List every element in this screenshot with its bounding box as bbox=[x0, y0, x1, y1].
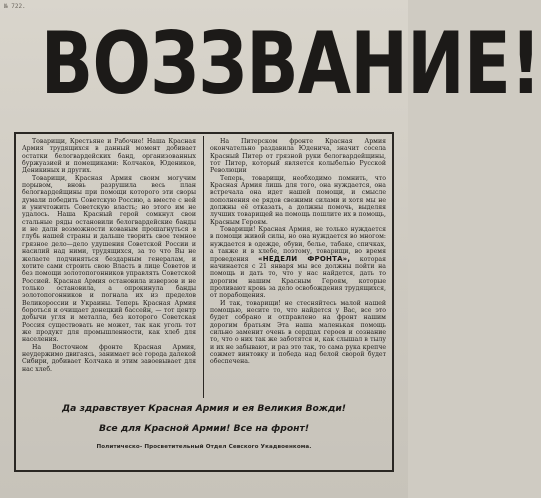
right-paragraph bbox=[210, 226, 386, 299]
issuer-footer: Политическо- Просветительный Отдел Севского Укадвоенкома. bbox=[96, 444, 312, 450]
right-paragraph-text: которая начинается с 21 января мы все должны пойти на помощь и дать то, что у нас найдется, дать то дорогим нашим Красным Героям, которые проливают кровь за дело освобождения трудящихся, от порабощения. bbox=[210, 255, 387, 300]
week-of-front-headline: «НЕДЕЛИ ФРОНТА», bbox=[258, 254, 351, 263]
left-paragraph: На Восточном фронте Красная Армия, неудержимо двигаясь, занимает все города далекой Сибири, добивает Колчака и этим завоевывает для нас хлеб. bbox=[22, 343, 196, 373]
slogan-red-army: Да здравствует Красная Армия и ея Великия Вожди! bbox=[61, 403, 346, 414]
right-paragraph: И так, товарищи! не стесняйтесь малой нашей помощью, несите то, что найдется у Вас, все это будет собрано и отправлено на фронт нашим дорогим братьям Эта наша маленькая помощь сильно заменит очень в сердцах героев и сознание то, что о них так же заботятся и, как слышал в тылу и их не забывают, и раз это так, то сама рука крепче сожмет винтовку и победа над белой сворой будет обеспечена. bbox=[210, 299, 386, 366]
right-paragraph: Теперь, товарищи, необходимо помнить, что Красная Армия лишь для того, она нуждается, она встречала она идет нашей помощи, и смысле пополнения ее рядов свежими силами и хотя мы не должны её отказать, а должны помочь, выделяя лучших товарищей на помощь пошлите их в помощь, Красным Героям. bbox=[210, 174, 386, 226]
column-divider bbox=[203, 136, 204, 398]
poster-title: ВОЗЗВАНИЕ! bbox=[40, 14, 541, 114]
right-paragraph: На Питерском фронте Красная Армия окончательно раздавила Юденича, значит сосела Красный Питер от грязной руки белогвардейщины, тот Питер, который является колыбелью Русской Революции bbox=[210, 138, 386, 175]
left-column bbox=[22, 138, 196, 396]
slogan-all-to-front: Все для Красной Армии! Все на фронт! bbox=[98, 423, 310, 434]
archive-number: № 722. bbox=[4, 3, 26, 10]
left-paragraph: Товарищи, Крестьяне и Рабочие! Наша Красная Армия трудящихся в данный момент добивает остатки белогвардейских банд, организованных буржуазией и помещиками: Колчаков, Юдеников, Деникиных и других. bbox=[22, 138, 196, 175]
right-column bbox=[210, 138, 386, 396]
right-paragraph-text: Товарищи! Красная Армия, не только нуждается в помощи живой силы, но она нуждается во многом: нуждается в одежде, обуви, белье, табаке, спичках, а также и в хлебе, поэтому, товарищи, во время проведения bbox=[210, 226, 386, 263]
left-paragraph: Товарищи, Красная Армия своим могучим порывом, вновь разрушила весь план белогвардейщины при помощи которого эти своры думали победить Советскую Россию, а вместе с ней и уничтожить Советскую власть; но этого им не удалось. Наша Красный герой сомкнул свои стальные ряды остановили белогвардейские банды и не дали возможности кованым прошагнуться в глубь нашей страны и дальше творить свое темное грязное дело—дело удушения Советской России и насилий над ними, трудящихся, за то что Вы не желаете подчиняться бездарным генералам, и хотите сами строить свою Власть в лице Советов и без помощи золотопогонников управлять Советской Россией. Красная Армия остановила изверзов и не только остановила, а опрокинула банды золотопогонников и погнала их из пределов Великороссии и Украины. Теперь Красная Армия бороться и очищает донецкий бассейн, — тот центр добычи угля и металла, без которого Советская Россия существовать не может, так как уголь тот же продукт для промышленности, как хлеб для населения. bbox=[22, 174, 196, 344]
